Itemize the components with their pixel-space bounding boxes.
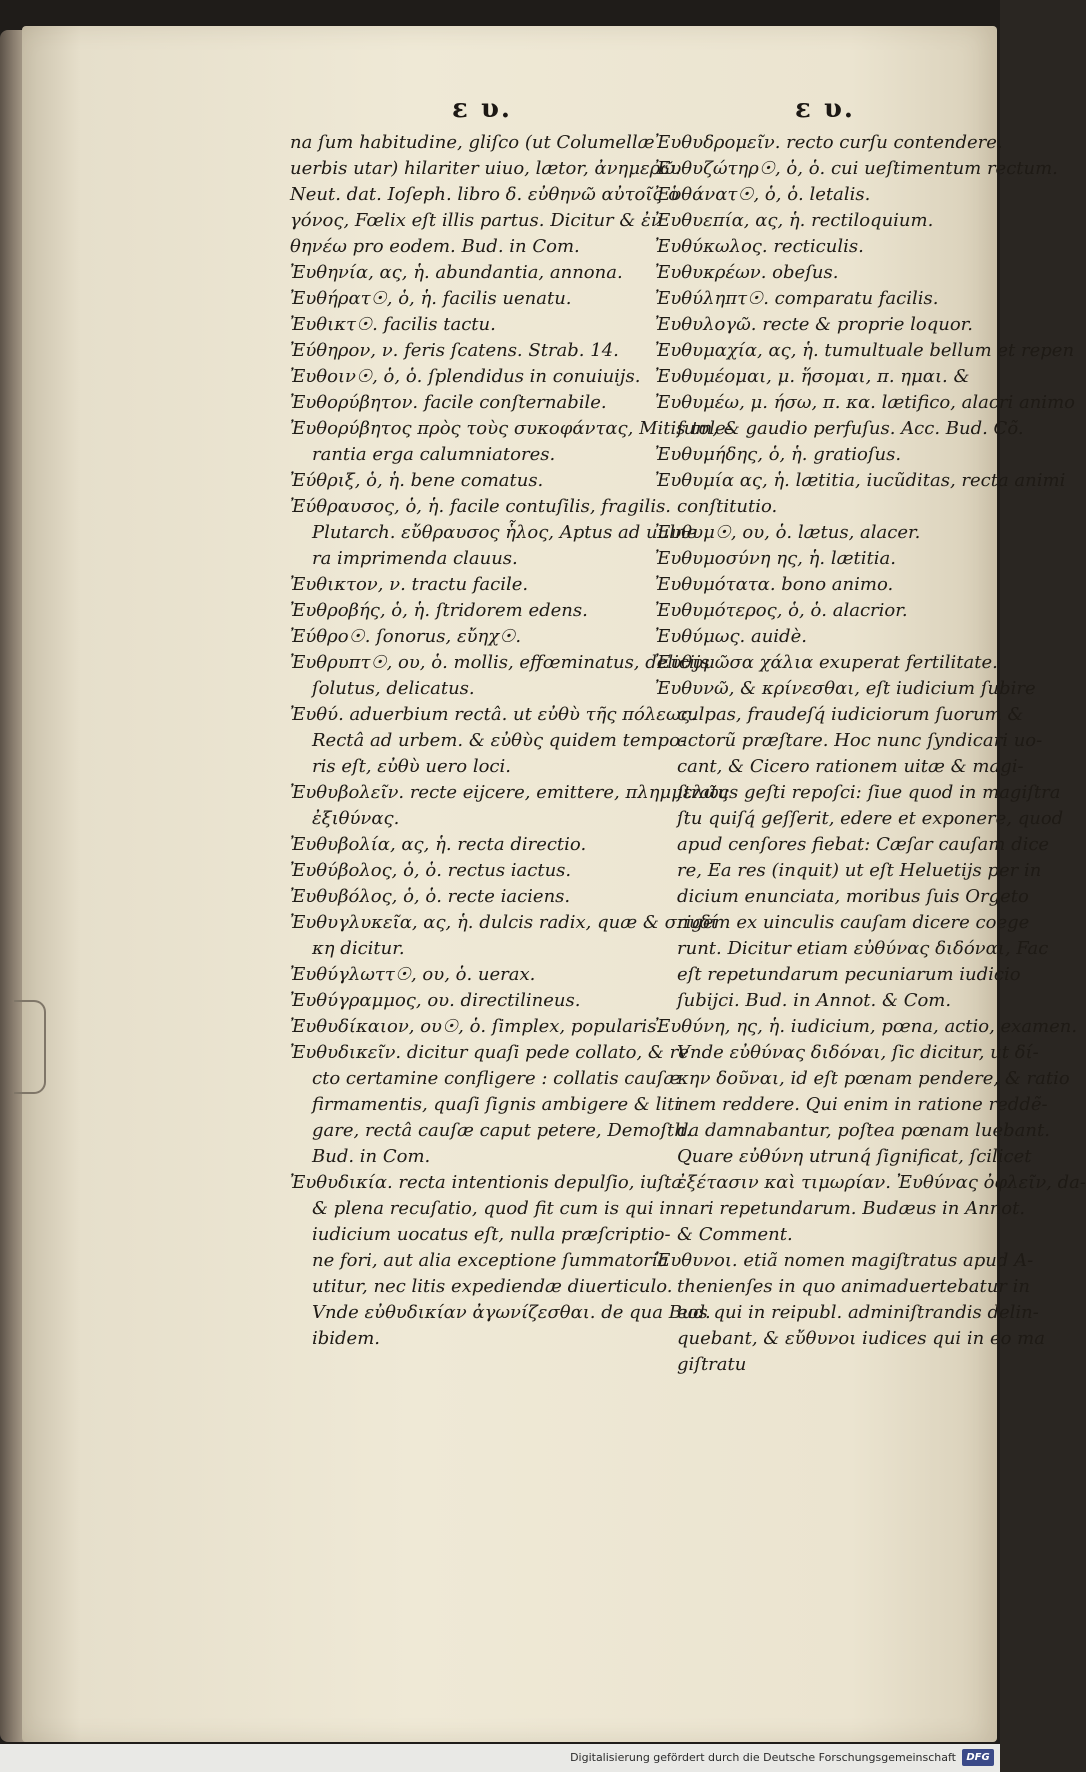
text-line: Ἐυθύγραμμος, ου. directilineus.	[290, 990, 581, 1011]
text-line: apud cenſores fiebat: Cæſar cauſam dice	[677, 834, 1050, 855]
text-line: ſum, & gaudio perfuſus. Acc. Bud. Cõ.	[677, 418, 1024, 439]
text-line: quebant, & εὔθυνοι iudices qui in eo ma	[677, 1328, 1045, 1349]
text-line: Vnde εὐθυδικίαν ἀγωνίζεσθαι. de qua Bud.	[312, 1302, 711, 1323]
text-line: Ἐυθυνῶ, & κρίνεσθαι, eſt iudicium ſubire	[655, 678, 1036, 699]
text-line: ἐξέτασιν καὶ τιμωρίαν. Ἐυθύνας ὀφλεῖν, da-	[677, 1172, 1086, 1193]
text-line: da damnabantur, poſtea pœnam luebant.	[677, 1120, 1050, 1141]
text-line: Quare εὐθύνη utrunq́ ſignificat, ſcilicet	[677, 1146, 1032, 1167]
text-line: ἐξιθύνας.	[312, 808, 400, 829]
text-line: Plutarch. εὔθραυσος ἧλος, Aptus ad uulne	[312, 522, 698, 543]
text-line: ra imprimenda clauus.	[312, 548, 518, 569]
text-line: Ἐυθάνατ☉, ὁ, ὁ. letalis.	[655, 184, 871, 205]
text-line: θηνέω pro eodem. Bud. in Com.	[290, 236, 580, 257]
text-line: Ἐυθυβολεῖν. recte eijcere, emittere, πλημμελῶς	[290, 782, 729, 803]
text-line: & Comment.	[677, 1224, 793, 1245]
text-line: Ἐυθυκρέων. obeſus.	[655, 262, 839, 283]
text-line: Ἐυθύβολος, ὁ, ὁ. rectus iactus.	[290, 860, 572, 881]
text-line: Ἐυθυμέω, μ. ήσω, π. κα. lætifico, alacri animo	[655, 392, 1075, 413]
text-line: Ἐυθορύβητος πρὸς τοὺς συκοφάντας, Mitis tole-	[290, 418, 732, 439]
text-line: Ἐύθηρον, ν. feris ſcatens. Strab. 14.	[290, 340, 619, 361]
running-head-left: ε υ.	[452, 94, 512, 124]
text-line: Ἐυθυλογῶ. recte & proprie loquor.	[655, 314, 974, 335]
text-line: na ſum habitudine, gliſco (ut Columellæ	[290, 132, 655, 153]
text-line: runt. Dicitur etiam εὐθύνας διδόναι, Fac	[677, 938, 1049, 959]
text-line: eſt repetundarum pecuniarum iudicio	[677, 964, 1021, 985]
text-line: firmamentis, quaſi ſignis ambigere & liti	[312, 1094, 681, 1115]
text-line: Ἐυθύνη, ης, ἡ. iudicium, pœna, actio, examen.	[655, 1016, 1078, 1037]
text-line: Ἐυθυβολία, ας, ἡ. recta directio.	[290, 834, 587, 855]
text-line: & plena recuſatio, quod fit cum is qui in	[312, 1198, 677, 1219]
text-line: utitur, nec litis expediendæ diuerticulo.	[312, 1276, 673, 1297]
text-line: nari repetundarum. Budæus in Annot.	[677, 1198, 1026, 1219]
text-line: Ἐυθυμήδης, ὁ, ἡ. gratioſus.	[655, 444, 902, 465]
text-line: Ἐυθυδρομεῖν. recto curſu contendere.	[655, 132, 1003, 153]
text-line: ibidem.	[312, 1328, 381, 1349]
text-line: Ἐυθύ. aduerbium rectâ. ut εὐθὺ τῆς πόλεως.	[290, 704, 697, 725]
text-line: Ἐυθυμέομαι, μ. ἥσομαι, π. ημαι. &	[655, 366, 970, 387]
text-line: thenienſes in quo animaduertebatur in	[677, 1276, 1030, 1297]
text-line: Ἐυθήρατ☉, ὁ, ἡ. facilis uenatu.	[290, 288, 572, 309]
text-line: ne fori, aut alia exceptione ſummatoria	[312, 1250, 669, 1271]
dfg-logo-icon: DFG	[962, 1749, 994, 1766]
text-line: Bud. in Com.	[312, 1146, 431, 1167]
text-line: Ἐυθυμότατα. bono animo.	[655, 574, 894, 595]
text-line: cto certamine confligere : collatis cauſæ	[312, 1068, 681, 1089]
text-line: Ἐυθυδίκαιον, ου☉, ὁ. ſimplex, popularis.	[290, 1016, 663, 1037]
text-line: Ἐυθυμία ας, ἡ. lætitia, iucũditas, recta animi	[655, 470, 1066, 491]
text-line: Ἐυθυδικεῖν. dicitur quaſi pede collato, & re	[290, 1042, 689, 1063]
text-line: Ἐυθυνοι. etiã nomen magiſtratus apud A-	[655, 1250, 1034, 1271]
text-line: Ἐυθυγλυκεῖα, ας, ἡ. dulcis radix, quæ & σπυδί	[290, 912, 718, 933]
running-head-right: ε υ.	[795, 94, 855, 124]
text-line: Ἐυθροβής, ὁ, ἡ. ſtridorem edens.	[290, 600, 588, 621]
text-line: Rectâ ad urbem. & εὐθὺς quidem tempo-	[312, 730, 686, 751]
text-line: ſtratus geſti repoſci: ſiue quod in magiſtra	[677, 782, 1061, 803]
text-line: Ἐυθυμ☉, ου, ὁ. lætus, alacer.	[655, 522, 921, 543]
text-line: culpas, fraudeſq́ iudiciorum ſuorum &	[677, 704, 1024, 725]
text-line: κην δοῦναι, id eſt pœnam pendere, & ratio	[677, 1068, 1070, 1089]
text-line: Ἐυθυμοσύνη ης, ἡ. lætitia.	[655, 548, 896, 569]
right-text-column	[655, 130, 1086, 1378]
text-line: ſtu quiſq́ geſſerit, edere et exponere, quod	[677, 808, 1064, 829]
text-line: actorũ præſtare. Hoc nunc ſyndicari uo-	[677, 730, 1043, 751]
text-line: re, Ea res (inquit) ut eſt Heluetijs per in	[677, 860, 1042, 881]
text-line: dicium enunciata, moribus ſuis Orgeto	[677, 886, 1029, 907]
text-line: Ἐύθριξ, ὁ, ἡ. bene comatus.	[290, 470, 544, 491]
text-line: ris eſt, εὐθὺ uero loci.	[312, 756, 511, 777]
text-line: Ἐυθύγλωττ☉, ου, ὁ. uerax.	[290, 964, 536, 985]
text-line: Ἐύθραυσος, ὁ, ἡ. facile contuſilis, fragilis.	[290, 496, 672, 517]
text-line: uerbis utar) hilariter uiuo, lætor, ἀνημερῶ.	[290, 158, 681, 179]
text-line: iudicium uocatus eſt, nulla præſcriptio-	[312, 1224, 671, 1245]
text-line: Ἐυθυδικία. recta intentionis depulſio, iuſta	[290, 1172, 683, 1193]
text-line: Ἐυθικτον, ν. tractu facile.	[290, 574, 529, 595]
text-line: Ἐυθύληπτ☉. comparatu facilis.	[655, 288, 939, 309]
text-line: cant, & Cicero rationem uitæ & magi-	[677, 756, 1024, 777]
text-line: Vnde εὐθύνας διδόναι, ſic dicitur, ut δί-	[677, 1042, 1039, 1063]
text-line: rantia erga calumniatores.	[312, 444, 556, 465]
text-line: Ἐυθικτ☉. facilis tactu.	[290, 314, 496, 335]
text-line: gare, rectâ cauſæ caput petere, Demoſth.	[312, 1120, 692, 1141]
text-line: Ἐυθρυπτ☉, ου, ὁ. mollis, effœminatus, delicijs	[290, 652, 710, 673]
text-line: κη dicitur.	[312, 938, 405, 959]
text-line: Ἐυθύμως. auidè.	[655, 626, 807, 647]
text-line: giſtratu	[677, 1354, 747, 1375]
text-line: Ἐυθυμότερος, ὁ, ὁ. alacrior.	[655, 600, 908, 621]
text-line: Ἐυθορύβητον. facile conſternabile.	[290, 392, 607, 413]
text-line: Ἐύθρο☉. ſonorus, εὔηχ☉.	[290, 626, 522, 647]
text-line: Ἐυθυεπία, ας, ἡ. rectiloquium.	[655, 210, 934, 231]
text-line: eos qui in reipubl. adminiſtrandis delin-	[677, 1302, 1039, 1323]
text-line: Ἐυθυβόλος, ὁ, ὁ. recte iaciens.	[290, 886, 571, 907]
text-line: Ἐυθυζώτηρ☉, ὁ, ὁ. cui ueſtimentum rectum.	[655, 158, 1058, 179]
text-line: rigem ex uinculis cauſam dicere coege	[677, 912, 1030, 933]
text-line: Ἐυθύκωλος. recticulis.	[655, 236, 864, 257]
text-line: γόνος, Fœlix eſt illis partus. Dicitur & ἐν	[290, 210, 662, 231]
text-line: nem reddere. Qui enim in ratione reddẽ-	[677, 1094, 1048, 1115]
text-line: ſolutus, delicatus.	[312, 678, 475, 699]
text-line: Ἐυθοιν☉, ὁ, ὁ. ſplendidus in conuiuijs.	[290, 366, 641, 387]
text-line: Neut. dat. Ioſeph. libro δ. εὐθηνῶ αὐτοῖς ὁ	[290, 184, 680, 205]
text-line: Ἐυθυμῶσα χάλια exuperat fertilitate.	[655, 652, 998, 673]
footer-credit: Digitalisierung gefördert durch die Deutsche Forschungsgemeinschaft	[570, 1751, 956, 1764]
text-line: conſtitutio.	[677, 496, 778, 517]
text-line: Ἐυθυμαχία, ας, ἡ. tumultuale bellum et repen	[655, 340, 1075, 361]
text-line: ſubijci. Bud. in Annot. & Com.	[677, 990, 952, 1011]
bookmark-ribbon	[14, 1000, 46, 1094]
text-line: Ἐυθηνία, ας, ἡ. abundantia, annona.	[290, 262, 623, 283]
